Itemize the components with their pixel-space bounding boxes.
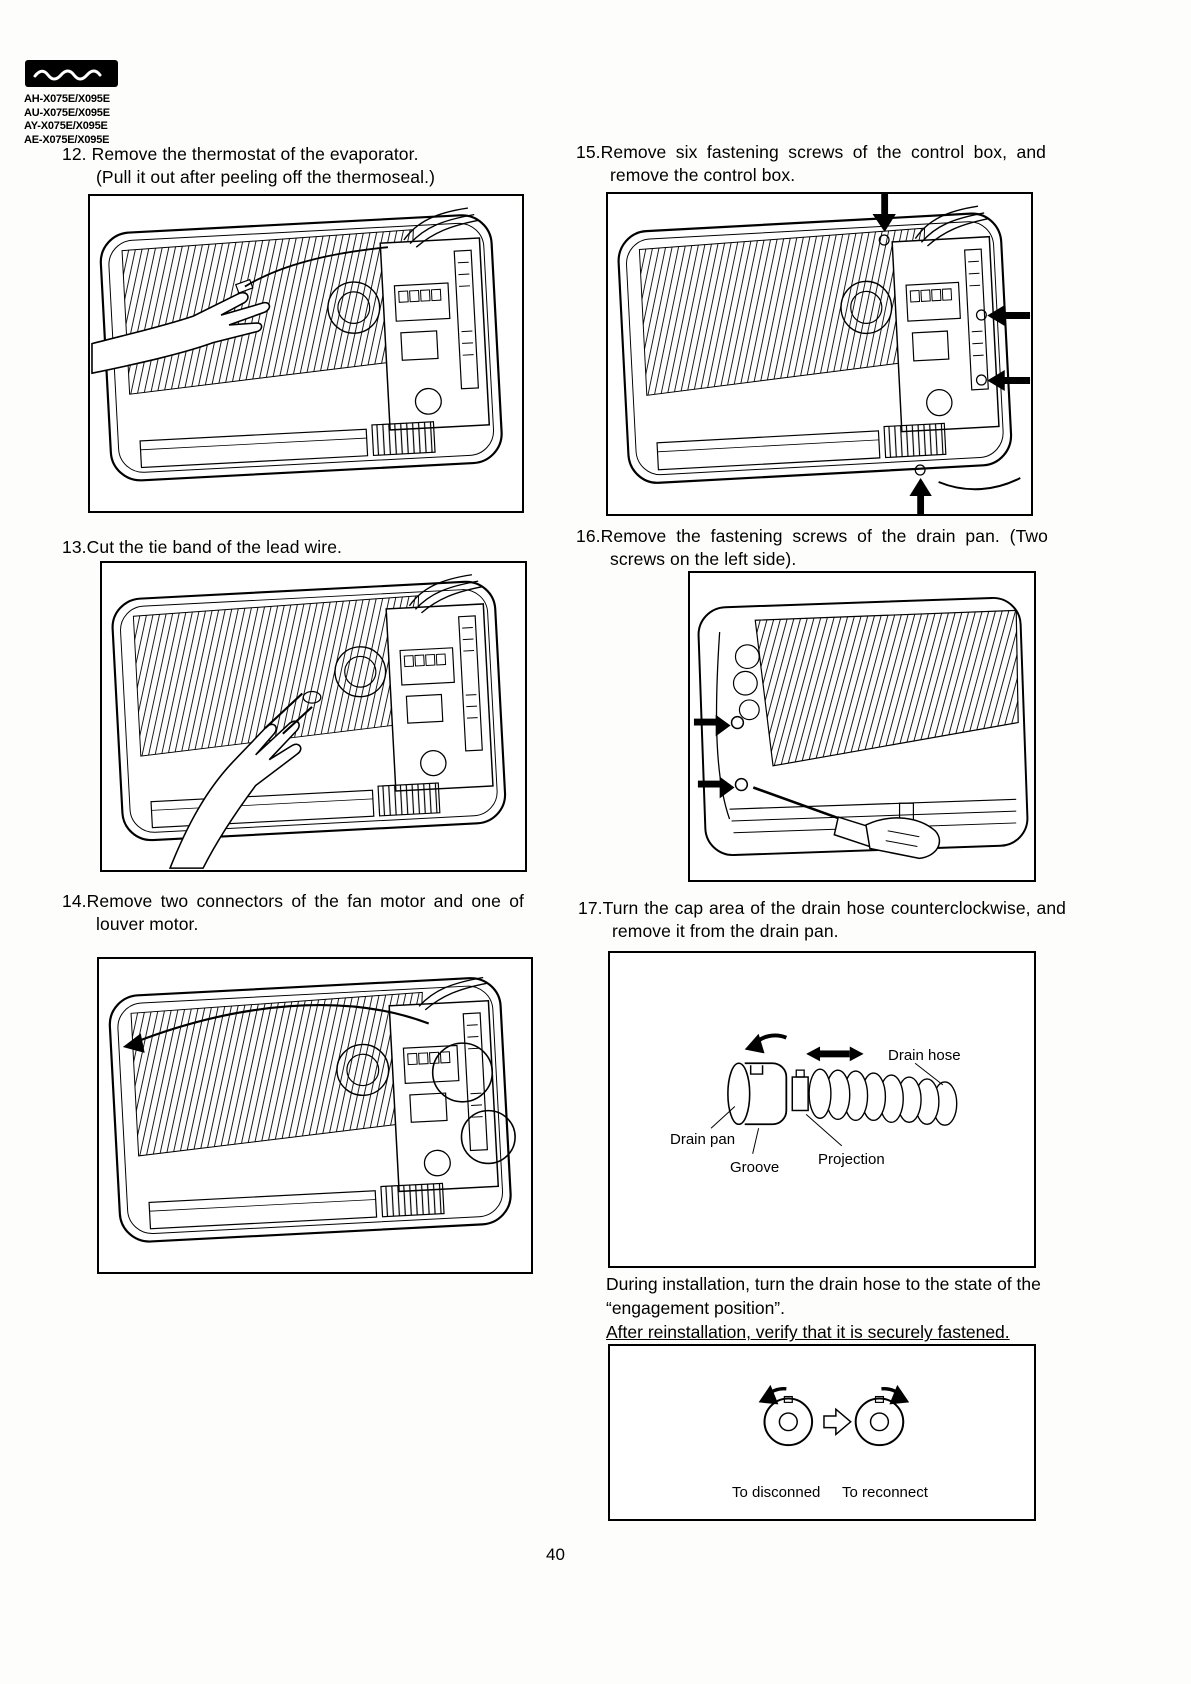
label-drain-pan: Drain pan [670,1131,736,1148]
step-15 [576,141,1046,188]
step-15-text: 15.Remove six fastening screws of the control box, and remove the control box. [576,142,1046,186]
step-16-text: 16.Remove the fastening screws of the drain pan. (Two screws on the left side). [576,526,1048,570]
figure-14 [97,957,533,1274]
fig16-drain-pan-screws-illustration [690,573,1034,880]
step-12 [62,143,542,190]
label-to-disconnect: To disconned [732,1484,821,1501]
label-to-reconnect: To reconnect [842,1484,928,1501]
step-17 [578,897,1066,944]
step-12-subtext: (Pull it out after peeling off the thermoseal.) [96,167,436,188]
brand-logo-script-icon [25,60,118,87]
step-14-text: 14.Remove two connectors of the fan motor and one of louver motor. [62,891,524,935]
note-line-3: After reinstallation, verify that it is securely fastened. [606,1322,1010,1343]
figure-13 [100,561,527,872]
figure-15 [606,192,1033,516]
model-line: AE-X075E/X095E [24,133,110,146]
step-17-text: 17.Turn the cap area of the drain hose counterclockwise, and remove it from the drain pan. [578,898,1066,942]
page-number: 40 [546,1545,565,1564]
note-line-2: “engagement position”. [606,1298,785,1319]
step-13 [62,536,542,559]
installation-note [606,1272,1084,1344]
label-groove: Groove [730,1159,780,1176]
step-14 [62,890,524,937]
brand-logo [25,60,118,87]
step-13-text: 13.Cut the tie band of the lead wire. [62,537,342,557]
figure-16 [688,571,1036,882]
fig12-evaporator-illustration [90,196,522,511]
model-line: AU-X075E/X095E [24,106,110,119]
note-line-1: During installation, turn the drain hose to the state of the [606,1274,1041,1294]
fig-engagement-illustration [610,1346,1034,1519]
label-drain-hose: Drain hose [888,1047,961,1064]
model-line: AH-X075E/X095E [24,93,110,105]
fig15-control-box-illustration [608,194,1031,514]
figure-12 [88,194,524,513]
figure-17 [608,951,1036,1268]
step-12-text: 12. Remove the thermostat of the evaporator. [62,144,419,164]
fig14-connectors-illustration [99,959,531,1272]
fig13-tie-band-illustration [102,563,525,870]
step-16 [576,525,1048,572]
model-line: AY-X075E/X095E [24,120,108,132]
fig17-drain-hose-illustration [610,953,1034,1266]
model-list [24,93,110,147]
label-projection: Projection [818,1151,885,1168]
figure-engagement [608,1344,1036,1521]
